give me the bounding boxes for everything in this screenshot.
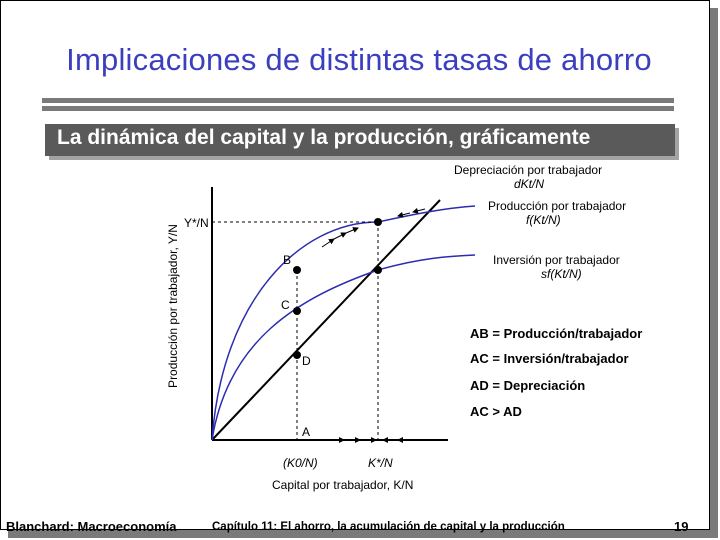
note-ad: AD = Depreciación xyxy=(470,378,586,393)
page-number: 19 xyxy=(674,519,689,534)
point-b-label: B xyxy=(283,253,292,267)
depreciation-label: Depreciación por trabajador xyxy=(454,163,603,177)
y-axis-label: Producción por trabajador, Y/N xyxy=(166,224,180,388)
production-arrow-reverse xyxy=(413,209,425,212)
production-label: Producción por trabajador xyxy=(488,199,627,213)
point-d-label: D xyxy=(302,354,311,368)
point-d-marker xyxy=(293,351,301,359)
investment-formula: sf(Kt/N) xyxy=(541,267,582,281)
point-a-label: A xyxy=(302,425,311,439)
investment-label: Inversión por trabajador xyxy=(493,253,620,267)
y-star-label: Y*/N xyxy=(184,216,209,230)
note-comparison: AC > AD xyxy=(470,404,522,419)
footer-author: Blanchard: Macroeconomía xyxy=(6,519,177,534)
production-curve xyxy=(212,206,475,440)
production-arrow xyxy=(346,228,358,233)
footer-chapter: Capítulo 11: El ahorro, la acumulación de capital y la producción xyxy=(212,521,565,533)
depreciation-line xyxy=(212,200,440,440)
depreciation-formula: dKt/N xyxy=(514,177,545,191)
note-ac: AC = Inversión/trabajador xyxy=(470,351,629,366)
k-star-label: K*/N xyxy=(368,456,393,470)
slide-subtitle: La dinámica del capital y la producción, gráficamente xyxy=(57,126,591,149)
steady-state-investment-marker xyxy=(374,266,382,274)
production-formula: f(Kt/N) xyxy=(526,213,561,227)
x-axis-label: Capital por trabajador, K/N xyxy=(272,478,414,492)
investment-curve xyxy=(212,255,475,440)
point-c-label: C xyxy=(281,298,290,312)
production-arrow xyxy=(322,239,334,247)
production-arrow xyxy=(334,233,346,239)
slide-title: Implicaciones de distintas tasas de ahorro xyxy=(66,42,652,77)
k0-label: (K0/N) xyxy=(283,456,318,470)
note-ab: AB = Producción/trabajador xyxy=(470,326,643,341)
point-c-marker xyxy=(293,307,301,315)
point-b-marker xyxy=(293,266,301,274)
steady-state-output-marker xyxy=(374,218,382,226)
